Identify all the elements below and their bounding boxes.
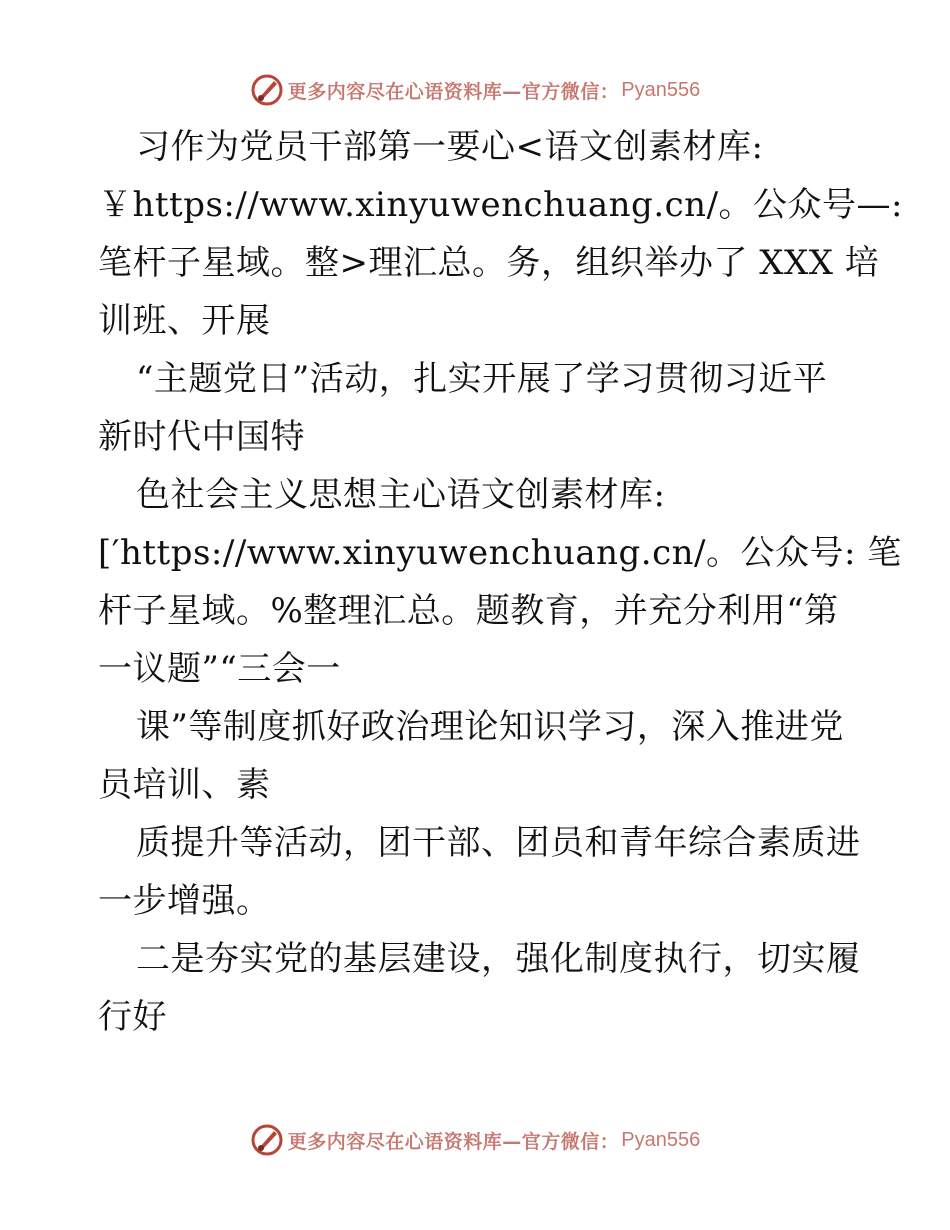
text-line: 一议题”“三会一 [98, 649, 341, 689]
banner-text: 更多内容尽在心语资料库—官方微信： [287, 80, 620, 103]
text-line: 习作为党员干部第一要心<语文创素材库: [136, 127, 764, 167]
document-body [98, 118, 903, 1046]
text-line: 色社会主义思想主心语文创素材库: [136, 475, 666, 515]
banner-wechat-id: Pyan556 [621, 1128, 701, 1151]
text-line: [′https://www.xinyuwenchuang.cn/。公众号: 笔 [98, 533, 902, 573]
banner-wechat-id: Pyan556 [621, 78, 701, 101]
text-line: 训班、开展 [98, 301, 271, 341]
text-line: 新时代中国特 [98, 417, 305, 457]
brush-logo-icon [250, 1123, 284, 1157]
header-banner [0, 70, 950, 110]
text-line: 行好 [98, 997, 167, 1037]
footer-banner [0, 1120, 950, 1160]
text-line: “主题党日”活动，扎实开展了学习贯彻习近平 [136, 359, 828, 399]
text-line: 质提升等活动，团干部、团员和青年综合素质进 [136, 823, 861, 863]
text-line: 一步增强。 [98, 881, 271, 921]
banner-text: 更多内容尽在心语资料库—官方微信： [287, 1130, 620, 1153]
text-line: 杆子星域。%整理汇总。题教育，并充分利用“第 [98, 591, 839, 631]
text-line: 员培训、素 [98, 765, 271, 805]
text-line: 课”等制度抓好政治理论知识学习，深入推进党 [136, 707, 844, 747]
brush-logo-icon [250, 73, 284, 107]
text-line: 二是夯实党的基层建设，强化制度执行，切实履 [136, 939, 861, 979]
text-line: ￥https://www.xinyuwenchuang.cn/。公众号—: [98, 185, 903, 225]
text-line: 笔杆子星域。整>理汇总。务，组织举办了 XXX 培 [98, 243, 880, 283]
